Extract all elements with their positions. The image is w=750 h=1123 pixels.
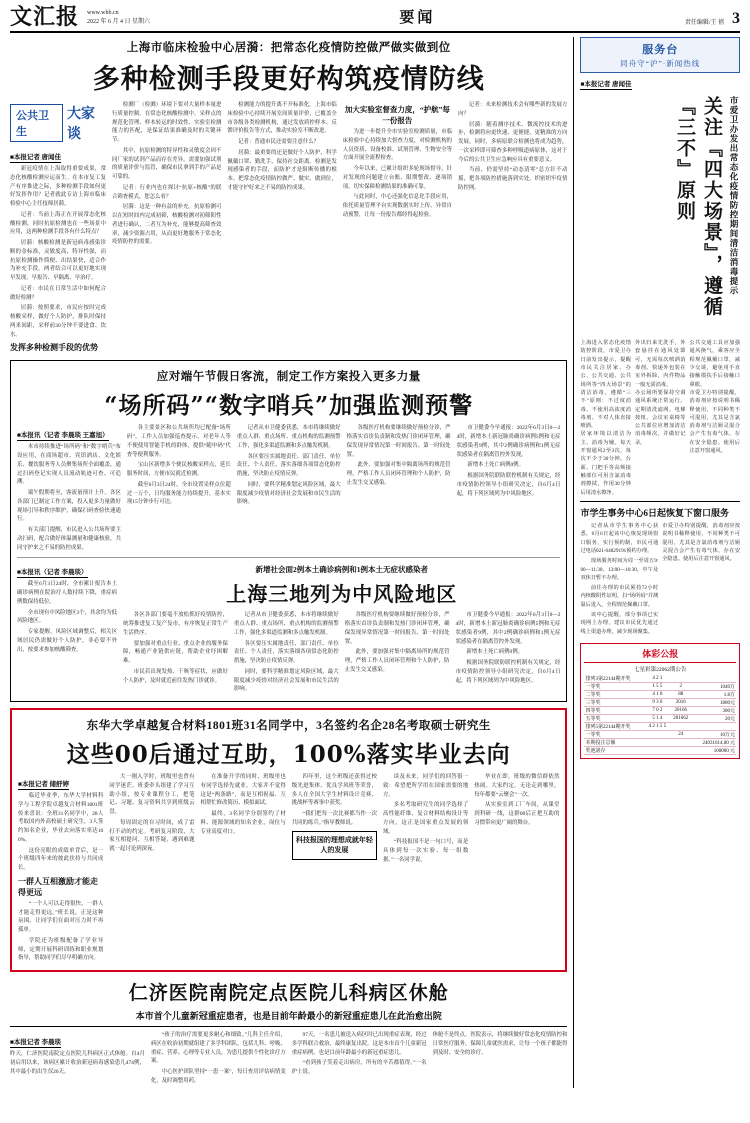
rail-body-5: 公共交通工具应加强通风换气，乘客应全程规范佩戴口罩，减少交谈，避免用手直接触摸扶手后接触口鼻眼。	[689, 340, 740, 388]
rail-vertical-headline-wrap	[580, 96, 740, 336]
lead-byline: ■本报记者 唐闻佳	[10, 154, 62, 161]
art2-body-10: 市卫健委今早通报：2022年6月3日0—24时，新增本土新冠肺炎确诊病例5例和无症状感染者9例，其中2例确诊病例和1例无症状感染者在隔离管控外发现。 新增本土死亡病例0例。 根据国务院联防联控机制有关规定，经市疫情防控领导小组研究决定，自6月4日起，将下列区域列为中风险地区。	[455, 612, 561, 684]
lottery-cell	[645, 747, 670, 755]
art2-body-2: 各主要景区和公共场所均已配备“场所码”，工作人员加强巡查提示，对老年人等不便使用智能手机的群体，提供“随申码”代查等便利服务。 宝山区新增多个便民核酸采样点，延长服务时间，方便市民就近检测。 截至6月3日24时，全市设置采样点位超过一万个，日均服务能力持续提升，基本实现15分钟步行可达。	[126, 425, 231, 506]
lottery-cell: 一等奖	[584, 683, 644, 691]
art2-body-4: 各级医疗机构要继续做好预检分诊，严格落实首诊负责制和发热门诊闭环管理，确保发现异常情况第一时间报告、第一时间处置。 此外，要加强对集中隔离场所的规范管理，严格工作人员闭环管理和个人防护，防止发生交叉感染。	[346, 425, 451, 486]
art2-body-7: 各区各部门要毫不放松抓好疫情防控，统筹推进复工复产复市，有序恢复正常生产生活秩序。 要加强对重点行业、重点企业的服务保障，畅通产业链供应链，帮助企业纾困解难。 市民若出现发热、干咳等症状，应做好个人防护，及时就近前往发热门诊就诊。	[123, 612, 228, 684]
art4-body-1: 昨天，仁济医院南院定点医院儿科病区正式休舱。自4月初启用以来，该病区累计收治新冠病毒感染患儿474例，其中最小的出生仅26天。	[10, 1051, 145, 1075]
lottery-cell: 9 3 6	[645, 699, 670, 707]
lottery-cell: 201662	[670, 715, 692, 723]
art2-body-9: 各级医疗机构要继续做好预检分诊，严格落实首诊负责制和发热门诊闭环管理，确保发现异常情况第一时间报告、第一时间处置。 此外，要加强对集中隔离场所的规范管理，严格工作人员闭环管理和个人防护，防止发生交叉感染。	[344, 612, 450, 673]
lottery-cell	[645, 739, 670, 747]
art2-col-3	[237, 424, 341, 554]
lead-headline: 多种检测手段更好构筑疫情防线	[92, 64, 485, 95]
lottery-title: 体彩公报	[584, 647, 736, 663]
art2-headline: “场所码”“数字哨兵”加强监测预警	[104, 392, 474, 420]
art3-col-5	[383, 773, 468, 965]
article-pediatric-ward	[10, 978, 567, 1088]
lottery-cell	[670, 723, 692, 731]
rail-vertical-headline: 关注『四大场景』，遵循『三不』原则	[674, 96, 723, 318]
lottery-cell: 三等奖	[584, 699, 644, 707]
masthead-site: www.whb.cn	[87, 10, 119, 16]
art2-mid-headline: 上海三地列为中风险地区	[226, 582, 458, 607]
art4-body-3: 97天，一名患儿被送入病区时已出现重症表现，经过多学科联合救治，最终康复出院。这是本市首个儿童新冠重症病例，也是目前年龄最小的新冠重症患儿。 “看到孩子笑着走出病房，所有的辛苦都值得。”一名护士说。	[291, 1032, 427, 1075]
lead-col-2	[112, 101, 221, 355]
lottery-row	[584, 699, 736, 707]
lottery-cell: 4 1 0	[645, 691, 670, 699]
public-health-stamp	[10, 103, 106, 143]
article-monitoring	[10, 360, 567, 702]
art2-lower-col-5	[456, 611, 561, 696]
art2-body-3: 记者从市卫健委获悉，本市将继续做好重点人群、重点场所、重点机构的监测预警工作，强化多渠道监测和多点触发机制。 各区要压实属地责任、部门责任、单位责任、个人责任，落实落细各项常态化防控措施，坚决防止疫情反弹。 同时，要科学精准划定风险区域，最大限度减少疫情对经济社会发展和市民生活的影响。	[236, 425, 341, 506]
rail-news-columns	[580, 522, 740, 638]
article-graduates	[10, 708, 567, 972]
art3-col-4	[292, 773, 377, 965]
art4-col-2	[151, 1031, 286, 1088]
lottery-row	[584, 731, 736, 739]
art4-headline: 仁济医院南院定点医院儿科病区休舱	[128, 982, 449, 1004]
editor-credit: 责任编辑/王 禧	[684, 20, 724, 26]
art3-body-4: 在准备升学的同时，班级里也有同学选择先就业。大家并不觉得这是“两条路”，而是互相祝福、互相帮忙修改简历、模拟面试。 最终，3名同学分别签约了材料、能源领域的知名企业，岗位与专业高度对口。	[200, 774, 286, 835]
lottery-cell	[692, 723, 736, 731]
lottery-cell: 本期投注总额	[584, 739, 644, 747]
art2-col-1	[17, 424, 121, 554]
art3-col-1	[18, 773, 103, 965]
art2-body-5: 市卫健委今早通报：2022年6月3日0—24时，新增本土新冠肺炎确诊病例5例和无症状感染者9例，其中2例确诊病例和1例无症状感染者在隔离管控外发现。 新增本土死亡病例0例。 根据国务院联防联控机制有关规定，经市疫情防控领导小组研究决定，自6月4日起，将下列区域列为中风险地区。	[456, 425, 561, 497]
section-title: 要闻	[399, 10, 436, 26]
lottery-cell: 一等奖	[584, 731, 644, 739]
lead-col-1	[10, 101, 106, 355]
lead-body-5: 记者：未来检测技术会有哪些新的发展方向？ 居漪：随着测序技术、微流控技术的进步，检测将向更快速、更便捷、更精准的方向发展。同时，多病原联合检测也将成为趋势，一次采样即可筛查多种呼吸道病原体，这对于今后的公共卫生应急响应具有重要意义。 当前，仍需坚持“动态清零”总方针不动摇，把各项防控措施落到实处，织密织牢疫情防控网。	[458, 102, 568, 191]
rail-news-body-cont: 市爱卫办特别提醒，消毒剂应按说明书稀释使用，不同种类不可混用，尤其是含氯消毒剂与洁厕灵混合会产生有毒气体，存在安全隐患。使用后注意开窗通风。	[662, 522, 741, 563]
page-number: 3	[732, 10, 740, 27]
lottery-row	[584, 683, 736, 691]
art2-lower-col-4	[345, 611, 450, 696]
art2-kicker: 应对端午节假日客流，制定工作方案投入更多力量	[156, 371, 421, 384]
rail-vertical-kicker: 市爱卫办发出常态化疫情防控期间清洁消毒提示	[729, 96, 739, 296]
art3-subhead: 一群人互相激励才能走得更远	[18, 876, 98, 897]
lottery-cell: 排列5第22144期开奖	[584, 723, 644, 731]
art2-body-6: 截至6月3日24时，全市累计报告本土确诊病例在院治疗人数持续下降，重症病例数保持低位。 全市现有中风险地区3个，其余均为低风险地区。 专家提醒，风险区域调整后，相关区域居民仍需做好个人防护，非必要不外出，按要求参加核酸筛查。	[17, 581, 117, 653]
art3-body-1: 临近毕业季，东华大学材料科学与工程学院卓越复合材料1801班传来喜讯：全班31名同学中，28人考取国内外高校硕士研究生，3人签约知名企业，毕业去向落实率达100%。 这份亮眼的成绩单背后，是一个班级四年来的彼此扶持与共同成长。	[18, 793, 104, 871]
lottery-cell: 奖池滚存	[584, 747, 644, 755]
stamp-text: 大家谈	[66, 106, 95, 142]
rail-body-1: 上海进入常态化疫情防控阶段，市爱卫办日前发出提示，提醒市民关注居家、办公、公共交通、公共场所等“四大场景”的清洁消毒，遵循“三不”原则：不过度消毒、不使用高浓度消毒剂、不对人体直接喷洒。	[580, 340, 631, 430]
art4-body-2: “孩子的治疗需要更多耐心和细致。”儿科主任介绍，病区在收治初期就组建了多学科团队，包括儿科、呼吸、重症、营养、心理等专业人员，为患儿提供个性化诊疗方案。 中心医护团队坚持“一患一案”，每日查房评估病情变化，及时调整用药。	[150, 1032, 286, 1084]
lottery-cell: 1040万	[692, 683, 736, 691]
lottery-results	[580, 643, 740, 759]
lead-subhead: 发挥多种检测手段的优势	[10, 343, 98, 353]
art3-body-6: 谈及未来，同学们的回答很一致：希望把所学用在国家需要的地方。 多名考取研究生的同学选择了高性能纤维、复合材料结构设计等方向，这正是国家重点发展的领域。 “科技报国不是一句口号，而是具体到每一次实验、每一组数据。”一名同学说。	[383, 774, 469, 863]
art2-mid-wrap	[123, 561, 560, 696]
rail-body-2: 居家环境以清洁为主、消毒为辅。每天开窗通风2至3次，每次不少于30分钟。台面、门把手等高频接触部位可用含氯消毒剂擦拭，作用30分钟后用清水擦净。	[580, 431, 631, 496]
newspaper-logo: 文汇报	[10, 4, 80, 30]
art2-col-5	[457, 424, 561, 554]
art3-col-3	[201, 773, 286, 965]
lottery-cell: 排列3第22144期开奖	[584, 675, 644, 683]
lottery-issue: 七星彩第22062期公告	[634, 667, 687, 673]
art3-headline: 这些00后通过互助，100%落实毕业去向	[66, 741, 511, 768]
art4-body-4: 休舱不是终点。医院表示，将继续做好常态化疫情防控和日常医疗服务，保障儿童就医需求，让每一个孩子都能得到及时、安全的诊疗。	[432, 1032, 568, 1056]
masthead-meta	[87, 9, 150, 28]
art2-col-2	[127, 424, 231, 554]
lottery-cell: 四等奖	[584, 707, 644, 715]
art4-byline: ■本报记者 李晨琰	[10, 1039, 62, 1046]
lottery-row	[584, 723, 736, 731]
lead-body-4: 为进一步提升全市实验室检测质量，市临床检验中心持续加大督查力度，对检测机构的人员资质、设备校准、试剂管理、生物安全等方面开展全流程检查。 今年以来，已累计组织多轮现场督导，针对发现的问题建立台账、限期整改、逐项销项，切实保障检测结果的准确可靠。 与此同时，中心还强化信息化手段应用，依托质量管理平台实现数据实时上传、异常自动预警，让每一份报告都经得起检验。	[342, 129, 453, 218]
art2-lower-col-1	[17, 561, 117, 696]
art2-byline-1: ■本报讯（记者 李晨琰 王嘉旭）	[17, 432, 109, 440]
lottery-cell	[670, 739, 692, 747]
lottery-row	[584, 675, 736, 683]
right-rail	[573, 37, 740, 1088]
art4-col-4	[433, 1031, 568, 1088]
art3-body-3: “一个人可以走得很快，一群人才能走得更远。”班长说，正是这种氛围，让同学们在面对压力时不再孤单。 学院还为班级配备了学业导师，定期开展科研训练和职业规划指导，帮助同学们尽早明确方向。	[18, 900, 104, 962]
lead-body-2: 检测厂（检测）环境下要对大量样本量进行质量控制。在常态化核酸检测中，采样点的规范化管理、样本转运的时效性、实验室检测能力的匹配，是保证结果准确及时的关键环节。 其中，抗原检测的特异性和灵敏度会因不同厂家的试剂产品而存在差异，需要加强试剂的质量评价与监管，确保市民拿到手的产品是可靠的。 记者：行业内也在探讨“抗原+核酸”的联合筛查模式，您怎么看？ 居漪：这是一种有益的补充。抗原检测可以在短时间内完成初筛，核酸检测对初筛阳性者进行确认，二者互为补充，能够提高筛查效率，减少资源占用，从而更好地服务于常态化疫情防控的需要。	[112, 102, 222, 246]
lead-col-5	[458, 101, 567, 355]
lottery-cell: 二等奖	[584, 691, 644, 699]
lead-body-3: 检测能力的提升离不开标准化。上海市临床检验中心持续开展室间质量评价，已覆盖全市各级各类检测机构，通过发放质控样本、反馈评价报告等方式，推动实验室不断改进。 记者：普通市民还需要注意什么？ 居漪：最重要的还是做好个人防护，科学佩戴口罩、勤洗手、保持社交距离。检测是发现感染者的手段，而防护才是阻断传播的根本。把常态化疫情防控做严、做实、做到位，才能守护好来之不易的防控成果。	[227, 102, 337, 191]
rail-byline: ■本报记者 唐闻佳	[580, 81, 632, 88]
art3-body-5: 四年里，这个班级还获得过校级先进集体、优良学风班等荣誉，多人在全国大学生材料设计竞赛、挑战杯等赛事中获奖。 “我们把每一次比赛都当作一次共同的练兵。”指导教师说。	[291, 774, 377, 826]
lottery-row	[584, 747, 736, 755]
lottery-cell: 1.8万	[692, 691, 736, 699]
lottery-row	[584, 691, 736, 699]
lead-col-4	[343, 101, 452, 355]
rail-body-columns	[580, 339, 740, 497]
art4-col-3	[292, 1031, 427, 1088]
masthead-date: 2022 年 6 月 4 日 星期六	[87, 19, 151, 25]
lottery-cell: 2	[670, 683, 692, 691]
lottery-cell: 4 2 1 5 5	[645, 723, 670, 731]
lottery-cell: 五等奖	[584, 715, 644, 723]
lottery-cell: 24	[670, 731, 692, 739]
lottery-cell: 1800元	[692, 699, 736, 707]
lottery-cell: 24031614.00 元	[692, 739, 736, 747]
stamp-badge: 公共卫生	[10, 104, 63, 142]
lottery-cell	[692, 675, 736, 683]
lead-col-3	[227, 101, 336, 355]
service-desk-subtitle: 同舟守“沪”·新闻热线	[620, 59, 701, 68]
art2-mid-kicker: 新增社会面2例本土确诊病例和1例本土无症状感染者	[255, 565, 428, 575]
lead-box-title: 加大实验室督查力度，“护航”每一份报告	[344, 105, 450, 125]
service-desk-title: 服务台	[642, 44, 679, 56]
art4-subline: 本市首个儿童新冠重症患者，也是目前年龄最小的新冠重症患儿在此治愈出院	[135, 1011, 442, 1021]
art3-body-7: 毕业在即，班级的微信群依然热闹。大家约定，无论走到哪里，每年都要“云聚会”一次。 从实验室到工厂车间，从课堂到科研一线，这群00后正把互助的习惯带向更广阔的舞台。	[474, 774, 560, 826]
art3-body-2: 大一刚入学时，班级里也曾有同学迷茫。班委牵头组建了学习互助小组，按专业课程分工，把笔记、习题、复习资料共享到班级云盘。 每周固定的自习时间，成了雷打不动的约定。考研复习阶段，大家互相提问、互相答疑，遇到难题就一起讨论到深夜。	[109, 774, 195, 852]
rail-body-3: 外出归来先洗手，外套悬挂在通风处即可，无需每次喷洒消毒剂。快递外包装在室外拆除，内件物品一般无需消毒。	[634, 340, 686, 388]
art3-col-2	[109, 773, 194, 965]
rail-body-4: 办公场所要保持空调通风系统正常运行，定期清洗滤网。电梯按钮、会议室桌椅等公共部位应增加清洁消毒频次，并做好记录。	[634, 389, 686, 446]
art2-body-8: 记者从市卫健委获悉，本市将继续做好重点人群、重点场所、重点机构的监测预警工作，强化多渠道监测和多点触发机制。 各区要压实属地责任、部门责任、单位责任、个人责任，落实落细各项常态化防控措施，坚决防止疫情反弹。 同时，要科学精准划定风险区域，最大限度减少疫情对经济社会发展和市民生活的影响。	[233, 612, 339, 693]
art4-col-1	[10, 1031, 145, 1088]
lottery-cell: 88	[670, 691, 692, 699]
lottery-table	[584, 675, 736, 755]
lottery-cell: 300元	[692, 707, 736, 715]
lottery-row	[584, 715, 736, 723]
lottery-cell: 4 2 1	[645, 675, 670, 683]
lottery-cell: 10万元	[692, 731, 736, 739]
art2-lower-col-2	[123, 611, 228, 696]
art2-col-4	[347, 424, 451, 554]
lottery-cell: 1 5 5	[645, 683, 670, 691]
page-columns	[10, 37, 740, 1088]
masthead	[10, 6, 740, 33]
lottery-row	[584, 739, 736, 747]
main-content	[10, 37, 567, 1088]
art3-pullquote: 科技报国的理想成就年轻人的发展	[292, 831, 377, 860]
lottery-table-body	[584, 675, 736, 755]
lead-body-1: 新冠疫情在上海取得重要成果，常态化核酸检测应运而生。在本市复工复产有序推进之际，多种检测手段如何更好发挥作用？记者就此专访上海市临床检验中心主任技师居漪。 记者：当前上海正在开展常态化核酸检测，同时抗原检测也在一些场景中应用，这两种检测手段各有什么特点？ 居漪：核酸检测是新冠病毒感染诊断的金标准，灵敏度高、特异性强，而抗原检测操作简便、出结果快，适合作为补充手段。两者结合可以更好地实现早发现、早报告、早隔离、早治疗。 记者：市民在日常生活中如何配合做好检测？ 居漪：按照要求，市民应按时完成核酸采样，做好个人防护，排队时保持两米间距，采样前30分钟不要进食、饮水。	[10, 166, 106, 338]
lottery-cell	[670, 747, 692, 755]
lottery-cell	[645, 731, 670, 739]
art2-byline-2: ■本报讯（记者 李晨琰）	[17, 569, 88, 577]
article-lead	[10, 39, 567, 355]
art2-lower-col-3	[234, 611, 339, 696]
lottery-cell	[670, 675, 692, 683]
art3-kicker: 东华大学卓越复合材料1801班31名同学中，3名签约名企28名考取硕士研究生	[86, 720, 491, 732]
lottery-cell: 20元	[692, 715, 736, 723]
art2-body-1: 本市持续推进“场所码”和“数字哨兵”布设应用，在商场超市、宾馆酒店、文化娱乐、餐饮服务等人员聚集场所全面覆盖，通过扫码登记实现人员流动轨迹可查、可追溯。 端午假期将至，客流量预计上升。各区各部门已制定工作方案，投入更多力量做好现场引导和秩序维护，确保扫码查验快速通行。 有关部门提醒，市民进入公共场所要主动扫码，配合做好体温测量和健康核验，共同守护来之不易的防控成果。	[17, 444, 121, 551]
rail-news-headline: 市学生事务中心6日起恢复下窗口服务	[580, 507, 729, 518]
lead-kicker: 上海市临床检验中心居漪：把常态化疫情防控做严做实做到位	[126, 42, 451, 54]
art3-col-6	[474, 773, 559, 965]
rail-news-body: 记者从市学生事务中心获悉，6月6日起该中心恢复现场窗口服务，实行预约制，市民可通过电话021-64829191预约办理。 现场服务时间为周一至周五9:00—11:30、13:00—16:30，中午及双休日暂不办理。 前往办理的市民须持72小时内核酸阴性证明，扫“场所码”并测温后进入，全程规范佩戴口罩。 该中心提醒，部分事项已实现网上办理，建议市民优先通过线上渠道办理，减少现场聚集。	[580, 522, 659, 635]
lottery-cell: 100000 元	[692, 747, 736, 755]
service-desk-banner	[580, 37, 740, 73]
art3-byline: ■本报记者 储舒婷	[18, 781, 70, 788]
lottery-cell: 5 1 4	[645, 715, 670, 723]
lottery-cell: 7 0 2	[645, 707, 670, 715]
lottery-row	[584, 707, 736, 715]
lottery-cell: 20166	[670, 707, 692, 715]
rail-body-6: 市爱卫办特别提醒，消毒剂应按说明书稀释使用，不同种类不可混用，尤其是含氯消毒剂与洁厕灵混合会产生有毒气体，存在安全隐患。使用后注意开窗通风。	[689, 389, 740, 455]
lottery-cell: 2016	[670, 699, 692, 707]
